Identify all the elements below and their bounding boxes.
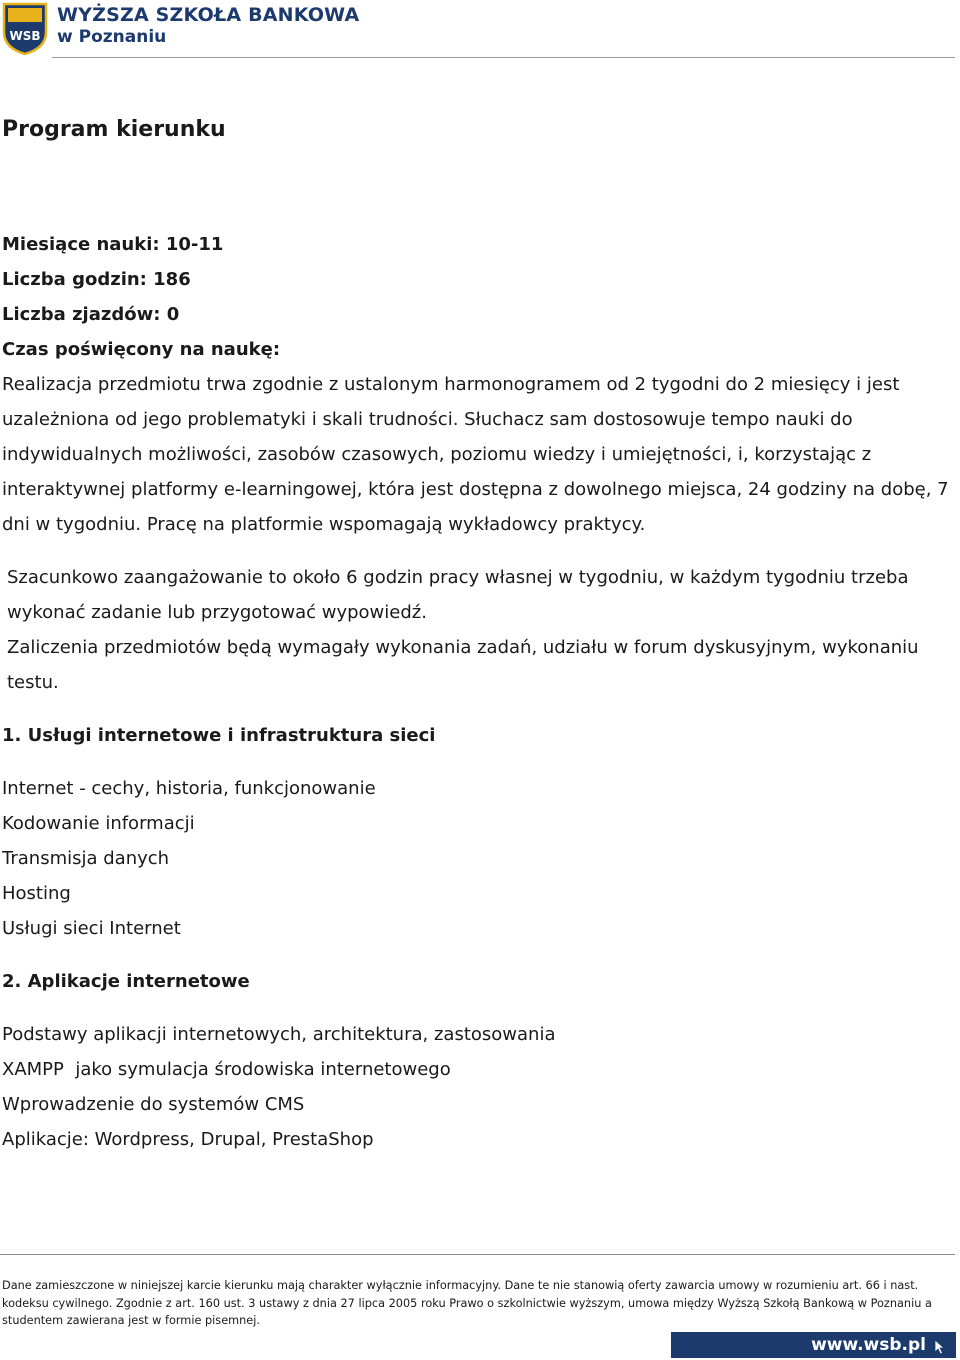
page-title: Program kierunku [2, 117, 226, 142]
section-2-list [2, 1017, 952, 1157]
section-1-title: 1. Usługi internetowe i infrastruktura sieci [2, 725, 436, 746]
school-name [57, 6, 359, 46]
section-2-title: 2. Aplikacje internetowe [2, 971, 250, 992]
course-meta [2, 227, 952, 332]
footer-url-bar [671, 1332, 956, 1358]
website-link[interactable]: www.wsb.pl [811, 1335, 926, 1355]
header-divider [52, 57, 955, 58]
study-time-paragraph-1: Realizacja przedmiotu trwa zgodnie z ustalonym harmonogramem od 2 tygodni do 2 miesięcy i jest uzależniona od jego problematyki i skali trudności. Słuchacz sam dostosowuje tempo nauki do indywidualnych możliwości, zasobów czasowych, poziomu wiedzy i umiejętności, i, korzystając z interaktywnej platformy e-learningowej, która jest dostępna z dowolnego miejsca, 24 godziny na dobę, 7 dni w tygodniu. Pracę na platformie wspomagają wykładowcy praktycy. [2, 374, 949, 535]
list-item: Kodowanie informacji [2, 813, 195, 834]
school-name-line2: w Poznaniu [57, 27, 167, 47]
school-name-line1: WYŻSZA SZKOŁA BANKOWA [57, 4, 360, 26]
page-header [0, 0, 960, 60]
footer-divider [0, 1254, 955, 1255]
study-time-paragraph-3: Zaliczenia przedmiotów będą wymagały wykonania zadań, udziału w forum dyskusyjnym, wykonaniu testu. [7, 637, 919, 693]
list-item: Transmisja danych [2, 848, 170, 869]
footer-disclaimer: Dane zamieszczone w niniejszej karcie kierunku mają charakter wyłącznie informacyjny. Dane te nie stanowią oferty zawarcia umowy w rozumieniu art. 66 i nast. kodeksu cywilnego. Zgodnie z art. 160 ust. 3 ustawy z dnia 27 lipca 2005 roku Prawo o szkolnictwie wyższym, umowa między Wyższą Szkołą Bankową w Poznaniu a studentem zawierana jest w formie pisemnej. [2, 1279, 932, 1327]
list-item: XAMPP jako symulacja środowiska internetowego [2, 1059, 451, 1080]
list-item: Hosting [2, 883, 71, 904]
list-item: Podstawy aplikacji internetowych, architektura, zastosowania [2, 1024, 556, 1045]
meta-hours: Liczba godzin: 186 [2, 269, 191, 290]
document-content [2, 112, 952, 1157]
study-time-paragraph-2: Szacunkowo zaangażowanie to około 6 godzin pracy własnej w tygodniu, w każdym tygodniu trzeba wykonać zadanie lub przygotować wypowiedź. [7, 567, 909, 623]
list-item: Usługi sieci Internet [2, 918, 181, 939]
section-1-list [2, 771, 952, 946]
study-time-heading: Czas poświęcony na naukę: [2, 339, 281, 360]
cursor-arrow-icon [934, 1339, 946, 1355]
wsb-shield-logo-icon [2, 2, 48, 56]
meta-sessions: Liczba zjazdów: 0 [2, 304, 180, 325]
list-item: Aplikacje: Wordpress, Drupal, PrestaShop [2, 1129, 374, 1150]
logo-badge-text: WSB [9, 29, 41, 43]
list-item: Wprowadzenie do systemów CMS [2, 1094, 305, 1115]
meta-months: Miesiące nauki: 10-11 [2, 234, 224, 255]
list-item: Internet - cechy, historia, funkcjonowanie [2, 778, 376, 799]
